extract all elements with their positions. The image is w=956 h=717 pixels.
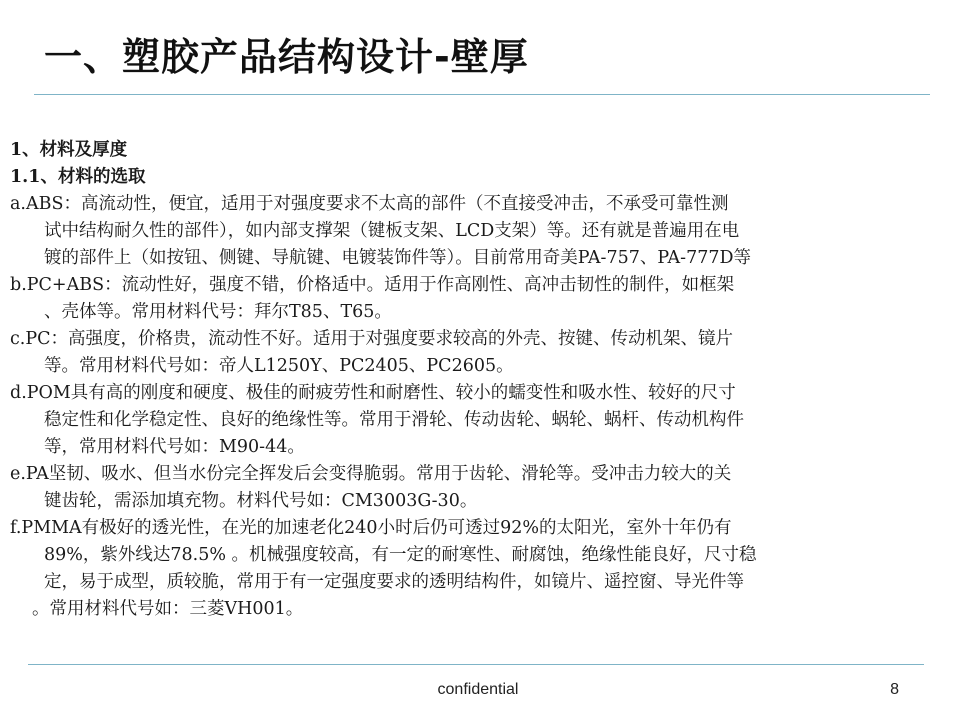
item-line: 等。常用材料代号如：帝人L1250Y、PC2405、PC2605。 (44, 356, 514, 376)
item-line: f.PMMA有极好的透光性，在光的加速老化240小时后仍可透过92%的太阳光，室外十年仍有 (10, 518, 732, 538)
item-line: 、壳体等。常用材料代号：拜尔T85、T65。 (44, 302, 392, 322)
material-item-pc-abs (10, 272, 950, 326)
item-line: 定，易于成型，质较脆，常用于有一定强度要求的透明结构件，如镜片、遥控窗、导光件等 (44, 572, 744, 592)
page-title: 一、塑胶产品结构设计-壁厚 (44, 35, 529, 79)
item-line: c.PC：高强度，价格贵，流动性不好。适用于对强度要求较高的外壳、按键、传动机架、镜片 (10, 329, 734, 349)
item-line: d.POM具有高的刚度和硬度、极佳的耐疲劳性和耐磨性、较小的蠕变性和吸水性、较好的尺寸 (10, 383, 736, 403)
item-line: a.ABS：高流动性，便宜，适用于对强度要求不太高的部件（不直接受冲击，不承受可靠性测 (10, 194, 729, 214)
item-line: 等，常用材料代号如：M90-44。 (44, 437, 305, 457)
footer-divider (28, 664, 924, 665)
page-number: 8 (890, 681, 899, 698)
material-item-pc (10, 326, 950, 380)
item-line: 试中结构耐久性的部件），如内部支撑架（键板支架、LCD支架）等。还有就是普遍用在电 (44, 221, 740, 241)
item-line: b.PC+ABS：流动性好，强度不错，价格适中。适用于作高刚性、高冲击韧性的制件，如框架 (10, 275, 735, 295)
material-item-pom (10, 380, 950, 461)
title-divider (34, 94, 930, 95)
item-line: 键齿轮，需添加填充物。材料代号如：CM3003G-30。 (44, 491, 478, 511)
footer-confidential: confidential (437, 681, 519, 698)
item-line: 镀的部件上（如按钮、侧键、导航键、电镀装饰件等）。目前常用奇美PA-757、PA-777D等 (44, 248, 752, 268)
item-line: e.PA坚韧、吸水、但当水份完全挥发后会变得脆弱。常用于齿轮、滑轮等。受冲击力较大的关 (10, 464, 732, 484)
body-content (10, 137, 950, 623)
item-line: 稳定性和化学稳定性、良好的绝缘性等。常用于滑轮、传动齿轮、蜗轮、蜗杆、传动机构件 (44, 410, 744, 430)
material-item-pmma (10, 515, 950, 623)
section-heading: 1、材料及厚度 (10, 140, 128, 160)
material-item-pa (10, 461, 950, 515)
subsection-heading: 1.1、材料的选取 (10, 167, 146, 187)
material-item-abs (10, 191, 950, 272)
item-line: 89%，紫外线达78.5% 。机械强度较高，有一定的耐寒性、耐腐蚀，绝缘性能良好，尺寸稳 (44, 545, 757, 565)
item-line: 。常用材料代号如：三菱VH001。 (32, 599, 304, 619)
